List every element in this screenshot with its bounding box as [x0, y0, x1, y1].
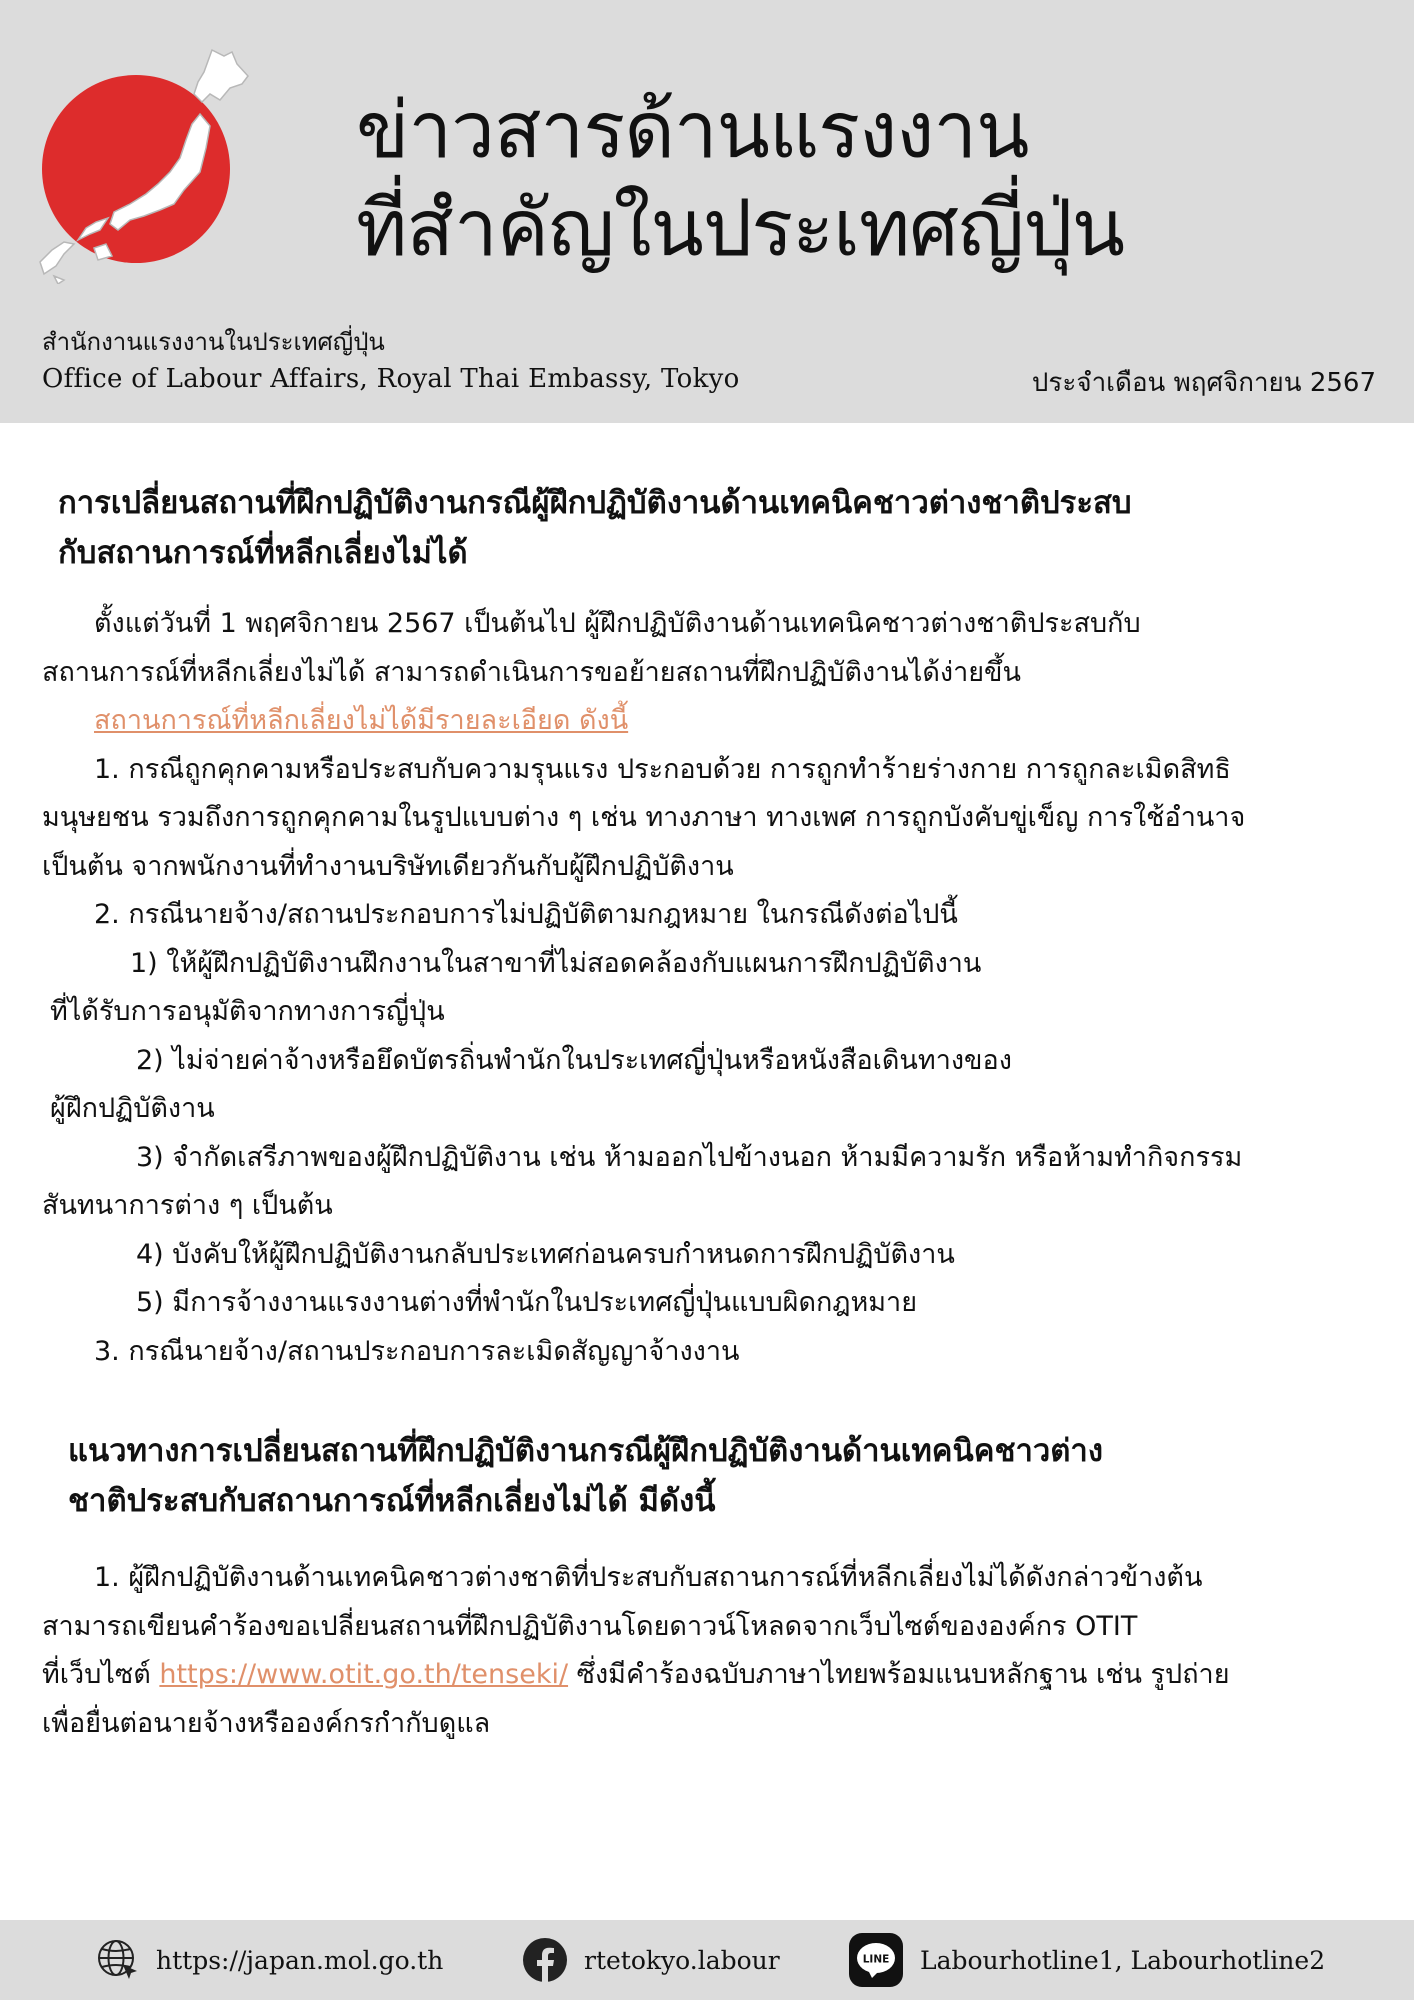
japan-map-logo-icon	[34, 44, 274, 284]
article-body	[42, 478, 1382, 1748]
guideline-line	[42, 1651, 1382, 1700]
page-title	[356, 82, 1396, 278]
sub-item-line: 4) บังคับให้ผู้ฝึกปฏิบัติงานกลับประเทศก่อนครบกำหนดการฝึกปฏิบัติงาน	[136, 1238, 955, 1270]
guideline-text: ที่เว็บไซต์	[42, 1659, 160, 1690]
facebook-page[interactable]: rtetokyo.labour	[584, 1945, 780, 1975]
office-name-english: Office of Labour Affairs, Royal Thai Embassy, Tokyo	[42, 364, 740, 394]
sub-item-line: สันทนาการต่าง ๆ เป็นต้น	[42, 1190, 333, 1221]
footer-line[interactable]	[848, 1920, 1325, 2000]
guideline-line: 1. ผู้ฝึกปฏิบัติงานด้านเทคนิคชาวต่างชาติที่ประสบกับสถานการณ์ที่หลีกเลี่ยงไม่ได้ดังกล่าวข้างต้น	[94, 1562, 1203, 1593]
section1-heading-line: กับสถานการณ์ที่หลีกเลี่ยงไม่ได้	[58, 535, 468, 571]
section2-heading-line: ชาติประสบกับสถานการณ์ที่หลีกเลี่ยงไม่ได้ มีดังนี้	[68, 1483, 716, 1519]
line-app-icon	[848, 1932, 904, 1988]
header-banner	[0, 0, 1414, 423]
item3-line: 3. กรณีนายจ้าง/สถานประกอบการละเมิดสัญญาจ้างงาน	[94, 1335, 740, 1367]
issue-date: ประจำเดือน พฤศจิกายน 2567	[1031, 368, 1376, 398]
otit-url-link[interactable]: https://www.otit.go.th/tenseki/	[159, 1659, 569, 1690]
sub-item-line: 1) ให้ผู้ฝึกปฏิบัติงานฝึกงานในสาขาที่ไม่สอดคล้องกับแผนการฝึกปฏิบัติงาน	[130, 947, 982, 979]
intro-line: ตั้งแต่วันที่ 1 พฤศจิกายน 2567 เป็นต้นไป ผู้ฝึกปฏิบัติงานด้านเทคนิคชาวต่างชาติประสบกับ	[94, 608, 1141, 639]
item1-line: เป็นต้น จากพนักงานที่ทำงานบริษัทเดียวกันกับผู้ฝึกปฏิบัติงาน	[42, 850, 734, 882]
item1-line: มนุษยชน รวมถึงการถูกคุกคามในรูปแบบต่าง ๆ เช่น ทางภาษา ทางเพศ การถูกบังคับขู่เข็ญ การใช้อำนาจ	[42, 802, 1246, 833]
details-link[interactable]: สถานการณ์ที่หลีกเลี่ยงไม่ได้มีรายละเอียด ดังนี้	[94, 705, 629, 736]
section2-heading-line: แนวทางการเปลี่ยนสถานที่ฝึกปฏิบัติงานกรณีผู้ฝึกปฏิบัติงานด้านเทคนิคชาวต่าง	[68, 1433, 1103, 1469]
title-line-1: ข่าวสารด้านแรงงาน	[356, 86, 1029, 176]
intro-line: สถานการณ์ที่หลีกเลี่ยงไม่ได้ สามารถดำเนินการขอย้ายสถานที่ฝึกปฏิบัติงานได้ง่ายขึ้น	[42, 656, 1021, 688]
facebook-icon	[522, 1937, 568, 1983]
sub-item-line: 3) จำกัดเสรีภาพของผู้ฝึกปฏิบัติงาน เช่น ห้ามออกไปข้างนอก ห้ามมีความรัก หรือห้ามทำกิจกรรม	[136, 1141, 1243, 1173]
globe-icon	[96, 1938, 140, 1982]
title-line-2: ที่สำคัญในประเทศญี่ปุ่น	[356, 184, 1125, 274]
line-ids[interactable]: Labourhotline1, Labourhotline2	[920, 1945, 1326, 1975]
sub-item-line: 2) ไม่จ่ายค่าจ้างหรือยึดบัตรถิ่นพำนักในประเทศญี่ปุ่นหรือหนังสือเดินทางของ	[136, 1044, 1012, 1076]
section2-heading	[42, 1426, 1358, 1526]
sub-item-line: ที่ได้รับการอนุมัติจากทางการญี่ปุ่น	[50, 996, 445, 1027]
website-link[interactable]: https://japan.mol.go.th	[156, 1945, 444, 1975]
guideline-text: ซึ่งมีคำร้องฉบับภาษาไทยพร้อมแนบหลักฐาน เช่น รูปถ่าย	[568, 1659, 1230, 1690]
guideline-line: สามารถเขียนคำร้องขอเปลี่ยนสถานที่ฝึกปฏิบัติงานโดยดาวน์โหลดจากเว็บไซต์ขององค์กร OTIT	[42, 1610, 1138, 1642]
item2-line: 2. กรณีนายจ้าง/สถานประกอบการไม่ปฏิบัติตามกฎหมาย ในกรณีดังต่อไปนี้	[94, 899, 958, 930]
footer-facebook[interactable]	[522, 1920, 780, 2000]
item1-line: 1. กรณีถูกคุกคามหรือประสบกับความรุนแรง ประกอบด้วย การถูกทำร้ายร่างกาย การถูกละเมิดสิทธิ	[94, 753, 1231, 785]
footer-bar	[0, 1920, 1414, 2000]
section1-heading-line: การเปลี่ยนสถานที่ฝึกปฏิบัติงานกรณีผู้ฝึกปฏิบัติงานด้านเทคนิคชาวต่างชาติประสบ	[58, 485, 1132, 521]
footer-website[interactable]	[96, 1920, 443, 2000]
guideline-line: เพื่อยื่นต่อนายจ้างหรือองค์กรกำกับดูแล	[42, 1707, 491, 1739]
line-logo-text: LINE	[862, 1953, 890, 1966]
sub-item-line: ผู้ฝึกปฏิบัติงาน	[50, 1093, 215, 1124]
office-name-thai: สำนักงานแรงงานในประเทศญี่ปุ่น	[42, 328, 385, 356]
section1-heading	[42, 478, 1358, 578]
sub-item-line: 5) มีการจ้างงานแรงงานต่างที่พำนักในประเทศญี่ปุ่นแบบผิดกฎหมาย	[136, 1287, 918, 1318]
